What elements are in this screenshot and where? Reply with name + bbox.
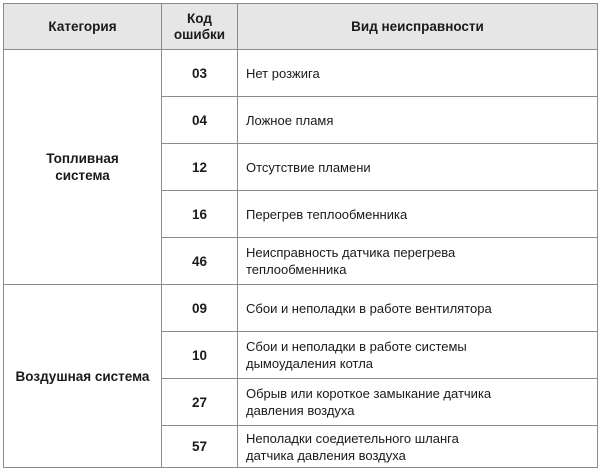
- description-cell: Неполадки соедиетельного шланга датчика давления воздуха: [238, 426, 598, 468]
- description-cell: Сбои и неполадки в работе вентилятора: [238, 285, 598, 332]
- description-cell: Перегрев теплообменника: [238, 191, 598, 238]
- code-cell: 16: [162, 191, 238, 238]
- description-cell: Отсутствие пламени: [238, 144, 598, 191]
- description-cell: Сбои и неполадки в работе системы дымоудаления котла: [238, 332, 598, 379]
- code-cell: 57: [162, 426, 238, 468]
- header-category: Категория: [4, 4, 162, 50]
- header-error-code: Код ошибки: [162, 4, 238, 50]
- code-cell: 09: [162, 285, 238, 332]
- description-cell: Обрыв или короткое замыкание датчика давления воздуха: [238, 379, 598, 426]
- header-row: [4, 4, 598, 50]
- table-row: [4, 285, 598, 332]
- description-cell: Неисправность датчика перегрева теплообменника: [238, 238, 598, 285]
- description-cell: Нет розжига: [238, 50, 598, 97]
- table-row: [4, 50, 598, 97]
- code-cell: 03: [162, 50, 238, 97]
- header-fault-type: Вид неисправности: [238, 4, 598, 50]
- code-cell: 04: [162, 97, 238, 144]
- code-cell: 46: [162, 238, 238, 285]
- category-cell-fuel-system: Топливная система: [4, 50, 162, 285]
- category-cell-air-system: Воздушная система: [4, 285, 162, 468]
- description-cell: Ложное пламя: [238, 97, 598, 144]
- code-cell: 27: [162, 379, 238, 426]
- error-codes-table: [3, 3, 598, 468]
- code-cell: 12: [162, 144, 238, 191]
- code-cell: 10: [162, 332, 238, 379]
